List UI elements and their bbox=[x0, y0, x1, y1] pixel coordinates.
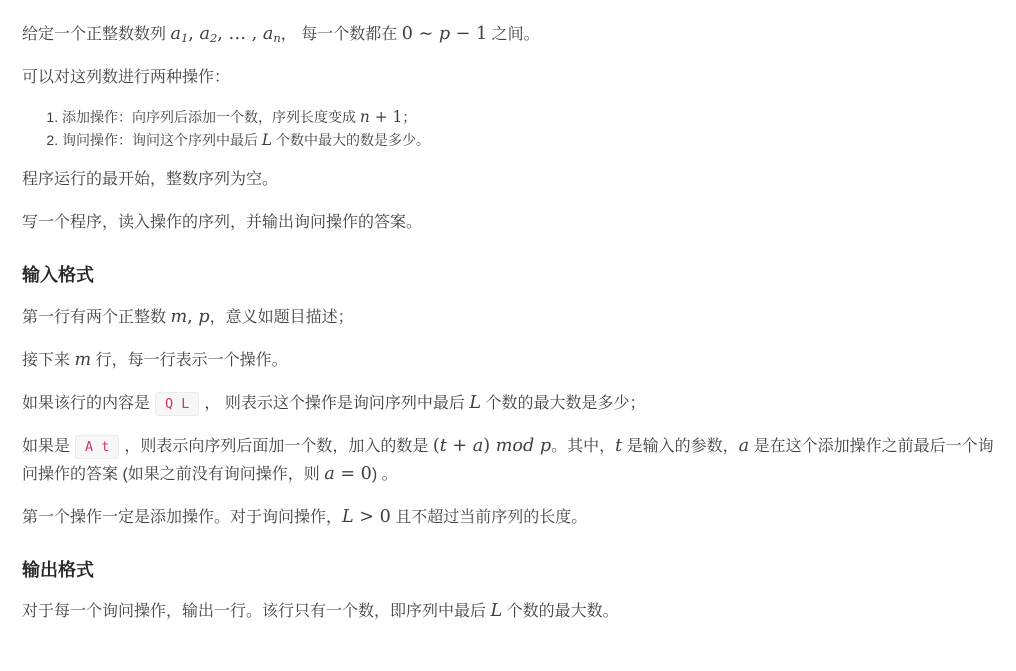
math-var: p bbox=[438, 24, 451, 44]
text-run: ，则表示向序列后面加一个数，加入的数是 bbox=[124, 437, 433, 455]
text-run: 个数中最大的数是多少。 bbox=[272, 131, 431, 148]
math-var: m bbox=[170, 306, 188, 327]
paragraph bbox=[22, 64, 994, 92]
text-run: 是输入的参数， bbox=[622, 437, 739, 455]
text-run: 第一行有两个正整数 bbox=[22, 308, 171, 326]
paragraph bbox=[22, 390, 994, 418]
text-run: 是在这个添加操作之前最后一个询问操作的答案 (如果之前没有询问操作，则 bbox=[22, 437, 994, 483]
text-run: 行，每一行表示一个操作。 bbox=[91, 351, 288, 369]
math-var: a bbox=[199, 24, 210, 44]
text-run: 。其中， bbox=[551, 437, 616, 455]
math-var: L bbox=[261, 130, 273, 149]
paragraph bbox=[22, 598, 994, 626]
text-run: ； bbox=[402, 109, 417, 125]
math-var: t bbox=[439, 435, 447, 456]
math-subscript: 1 bbox=[180, 30, 189, 45]
text-run: ，意义如题目描述； bbox=[209, 308, 354, 326]
inline-code: Q L bbox=[155, 392, 199, 416]
inline-code: A t bbox=[75, 435, 119, 459]
ordered-list bbox=[22, 107, 994, 151]
math-upright: − 1 bbox=[450, 24, 488, 44]
paragraph bbox=[22, 433, 994, 489]
text-run: 程序运行的最开始，整数序列为空。 bbox=[22, 171, 279, 189]
text-run: 之间。 bbox=[487, 26, 540, 43]
math-var: m bbox=[74, 349, 92, 370]
text-run: 如果该行的内容是 bbox=[22, 394, 151, 412]
text-run: 可以对这列数进行两种操作： bbox=[22, 69, 231, 86]
paragraph bbox=[22, 304, 994, 332]
math-var: L bbox=[342, 506, 354, 527]
math-subscript: 2 bbox=[209, 30, 218, 45]
paragraph bbox=[22, 347, 994, 375]
math-var: a bbox=[324, 463, 335, 484]
math-upright: ( bbox=[432, 435, 440, 456]
text-run: 第一个操作一定是添加操作。对于询问操作， bbox=[22, 508, 343, 526]
text-run: 添加操作：向序列后添加一个数，序列长度变成 bbox=[62, 109, 360, 125]
math-var: p bbox=[198, 306, 210, 327]
math-upright: + bbox=[446, 435, 473, 456]
text-run: 询问操作：询问这个序列中最后 bbox=[62, 131, 262, 148]
paragraph bbox=[22, 504, 994, 532]
math-upright: > 0 bbox=[353, 506, 391, 527]
section-heading: 输出格式 bbox=[22, 559, 94, 580]
math-upright: + 1 bbox=[369, 108, 403, 126]
math-var: n bbox=[359, 108, 370, 126]
math-var: p bbox=[539, 435, 552, 456]
text-run: ， 则表示这个操作是询问序列中最后 bbox=[204, 394, 470, 412]
math-var: mod bbox=[495, 435, 535, 456]
math-upright: , bbox=[187, 306, 199, 327]
list-item bbox=[62, 107, 994, 129]
math-var: t bbox=[615, 435, 623, 456]
text-run: 给定一个正整数数列 bbox=[22, 26, 171, 43]
math-var: a bbox=[170, 24, 181, 44]
text-run: 如果是 bbox=[22, 437, 71, 455]
math-var: L bbox=[490, 600, 503, 621]
text-run: 且不超过当前序列的长度。 bbox=[390, 508, 588, 526]
math-var: a bbox=[738, 435, 750, 456]
paragraph bbox=[22, 21, 994, 49]
text-run: ， 每一个数都在 bbox=[280, 26, 402, 43]
text-run: ) 。 bbox=[371, 465, 398, 483]
list-item bbox=[62, 130, 994, 152]
math-upright: , … , bbox=[217, 24, 263, 44]
section-heading: 输入格式 bbox=[22, 265, 94, 286]
math-var: a bbox=[262, 24, 274, 44]
math-upright: = 0 bbox=[334, 463, 372, 484]
math-upright: ) bbox=[483, 435, 496, 456]
math-upright: 0 ∼ bbox=[401, 24, 439, 44]
text-run: 对于每一个询问操作，输出一行。该行只有一个数，即序列中最后 bbox=[22, 602, 491, 620]
math-var: a bbox=[472, 435, 484, 456]
paragraph bbox=[22, 209, 994, 237]
text-run: 写一个程序，读入操作的序列，并输出询问操作的答案。 bbox=[22, 214, 423, 232]
paragraph bbox=[22, 166, 994, 194]
math-subscript: n bbox=[273, 30, 281, 45]
math-upright: , bbox=[188, 24, 200, 44]
text-run: 个数的最大数。 bbox=[502, 602, 619, 620]
text-run: 个数的最大数是多少； bbox=[481, 394, 646, 412]
math-var: L bbox=[469, 392, 481, 413]
text-run: 接下来 bbox=[22, 351, 75, 369]
